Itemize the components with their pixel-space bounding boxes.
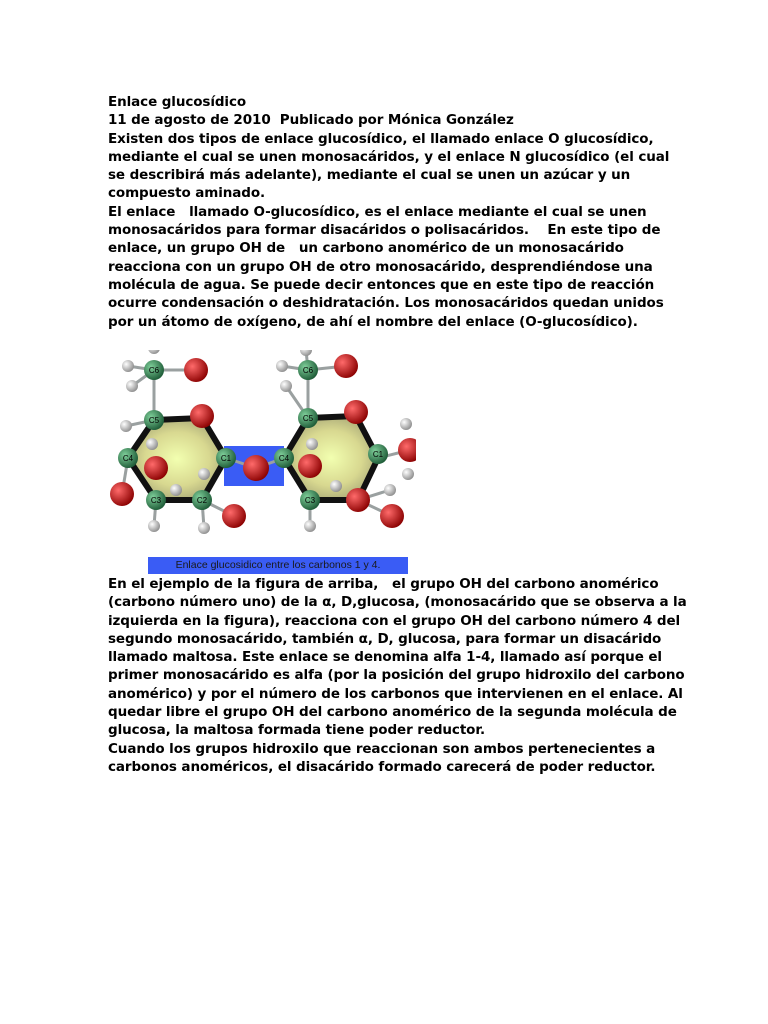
text-line: por un átomo de oxígeno, de ahí el nombre del enlace (O-glucosídico). (108, 313, 638, 330)
text-line: anomérico) y por el número de los carbonos que intervienen en el enlace. Al (108, 685, 683, 702)
text-line: glucosa, la maltosa formada tiene poder reductor. (108, 722, 486, 739)
text-line: izquierda en la figura), reacciona con el grupo OH del carbono número 4 del (108, 612, 681, 629)
text-line: primer monosacárido es alfa (por la posición del grupo hidroxilo del carbono (108, 667, 685, 684)
svg-text:C4: C4 (122, 454, 134, 463)
text-line: (carbono número uno) de la α, D,glucosa, (monosacárido que se observa a la (108, 594, 687, 611)
text-line: llamado maltosa. Este enlace se denomina alfa 1-4, llamado así porque el (108, 649, 662, 666)
text-line: quedar libre el grupo OH del carbono anomérico de la segunda molécula de (108, 704, 677, 721)
svg-text:C3: C3 (150, 496, 162, 505)
text-line: mediante el cual se unen monosacáridos, y el enlace N glucosídico (el cual (108, 148, 670, 165)
document-title: Enlace glucosídico (108, 94, 247, 110)
svg-text:C3: C3 (304, 496, 316, 505)
intro-paragraphs (108, 130, 670, 331)
bridging-oxygen (243, 455, 269, 481)
svg-text:C2: C2 (196, 496, 208, 505)
text-line: Existen dos tipos de enlace glucosídico, el llamado enlace O glucosídico, (108, 130, 654, 147)
svg-text:C5: C5 (302, 414, 314, 423)
document-top-text (108, 93, 670, 331)
svg-text:C5: C5 (148, 416, 160, 425)
text-line: molécula de agua. Se puede decir entonces que en este tipo de reacción (108, 276, 655, 293)
text-line: reacciona con un grupo OH de otro monosacárido, desprendiéndose una (108, 258, 653, 275)
text-line: Cuando los grupos hidroxilo que reaccionan son ambos pertenecientes a (108, 740, 656, 757)
molecule-diagram (106, 350, 416, 550)
svg-text:C4: C4 (278, 454, 290, 463)
figure-caption: Enlace glucosidico entre los carbonos 1 y 4. (148, 557, 408, 574)
document-byline: 11 de agosto de 2010 Publicado por Mónica González (108, 112, 514, 129)
text-line: enlace, un grupo OH de un carbono anomérico de un monosacárido (108, 240, 624, 257)
svg-text:C1: C1 (372, 450, 384, 459)
text-line: El enlace llamado O-glucosídico, es el enlace mediante el cual se unen (108, 203, 647, 220)
text-line: segundo monosacárido, también α, D, glucosa, para formar un disacárido (108, 630, 662, 647)
svg-text:C6: C6 (148, 366, 160, 375)
explanation-paragraphs (108, 575, 687, 776)
text-line: carbonos anoméricos, el disacárido formado carecerá de poder reductor. (108, 758, 656, 775)
svg-text:C6: C6 (302, 366, 314, 375)
text-line: En el ejemplo de la figura de arriba, el grupo OH del carbono anomérico (108, 576, 659, 592)
text-line: monosacáridos para formar disacáridos o polisacáridos. En este tipo de (108, 222, 661, 239)
svg-text:C1: C1 (220, 454, 232, 463)
text-line: ocurre condensación o deshidratación. Los monosacáridos quedan unidos (108, 295, 664, 312)
maltose-molecule-figure (106, 350, 416, 580)
text-line: se describirá más adelante), mediante el cual se unen un azúcar y un (108, 167, 631, 184)
text-line: compuesto aminado. (108, 185, 266, 202)
